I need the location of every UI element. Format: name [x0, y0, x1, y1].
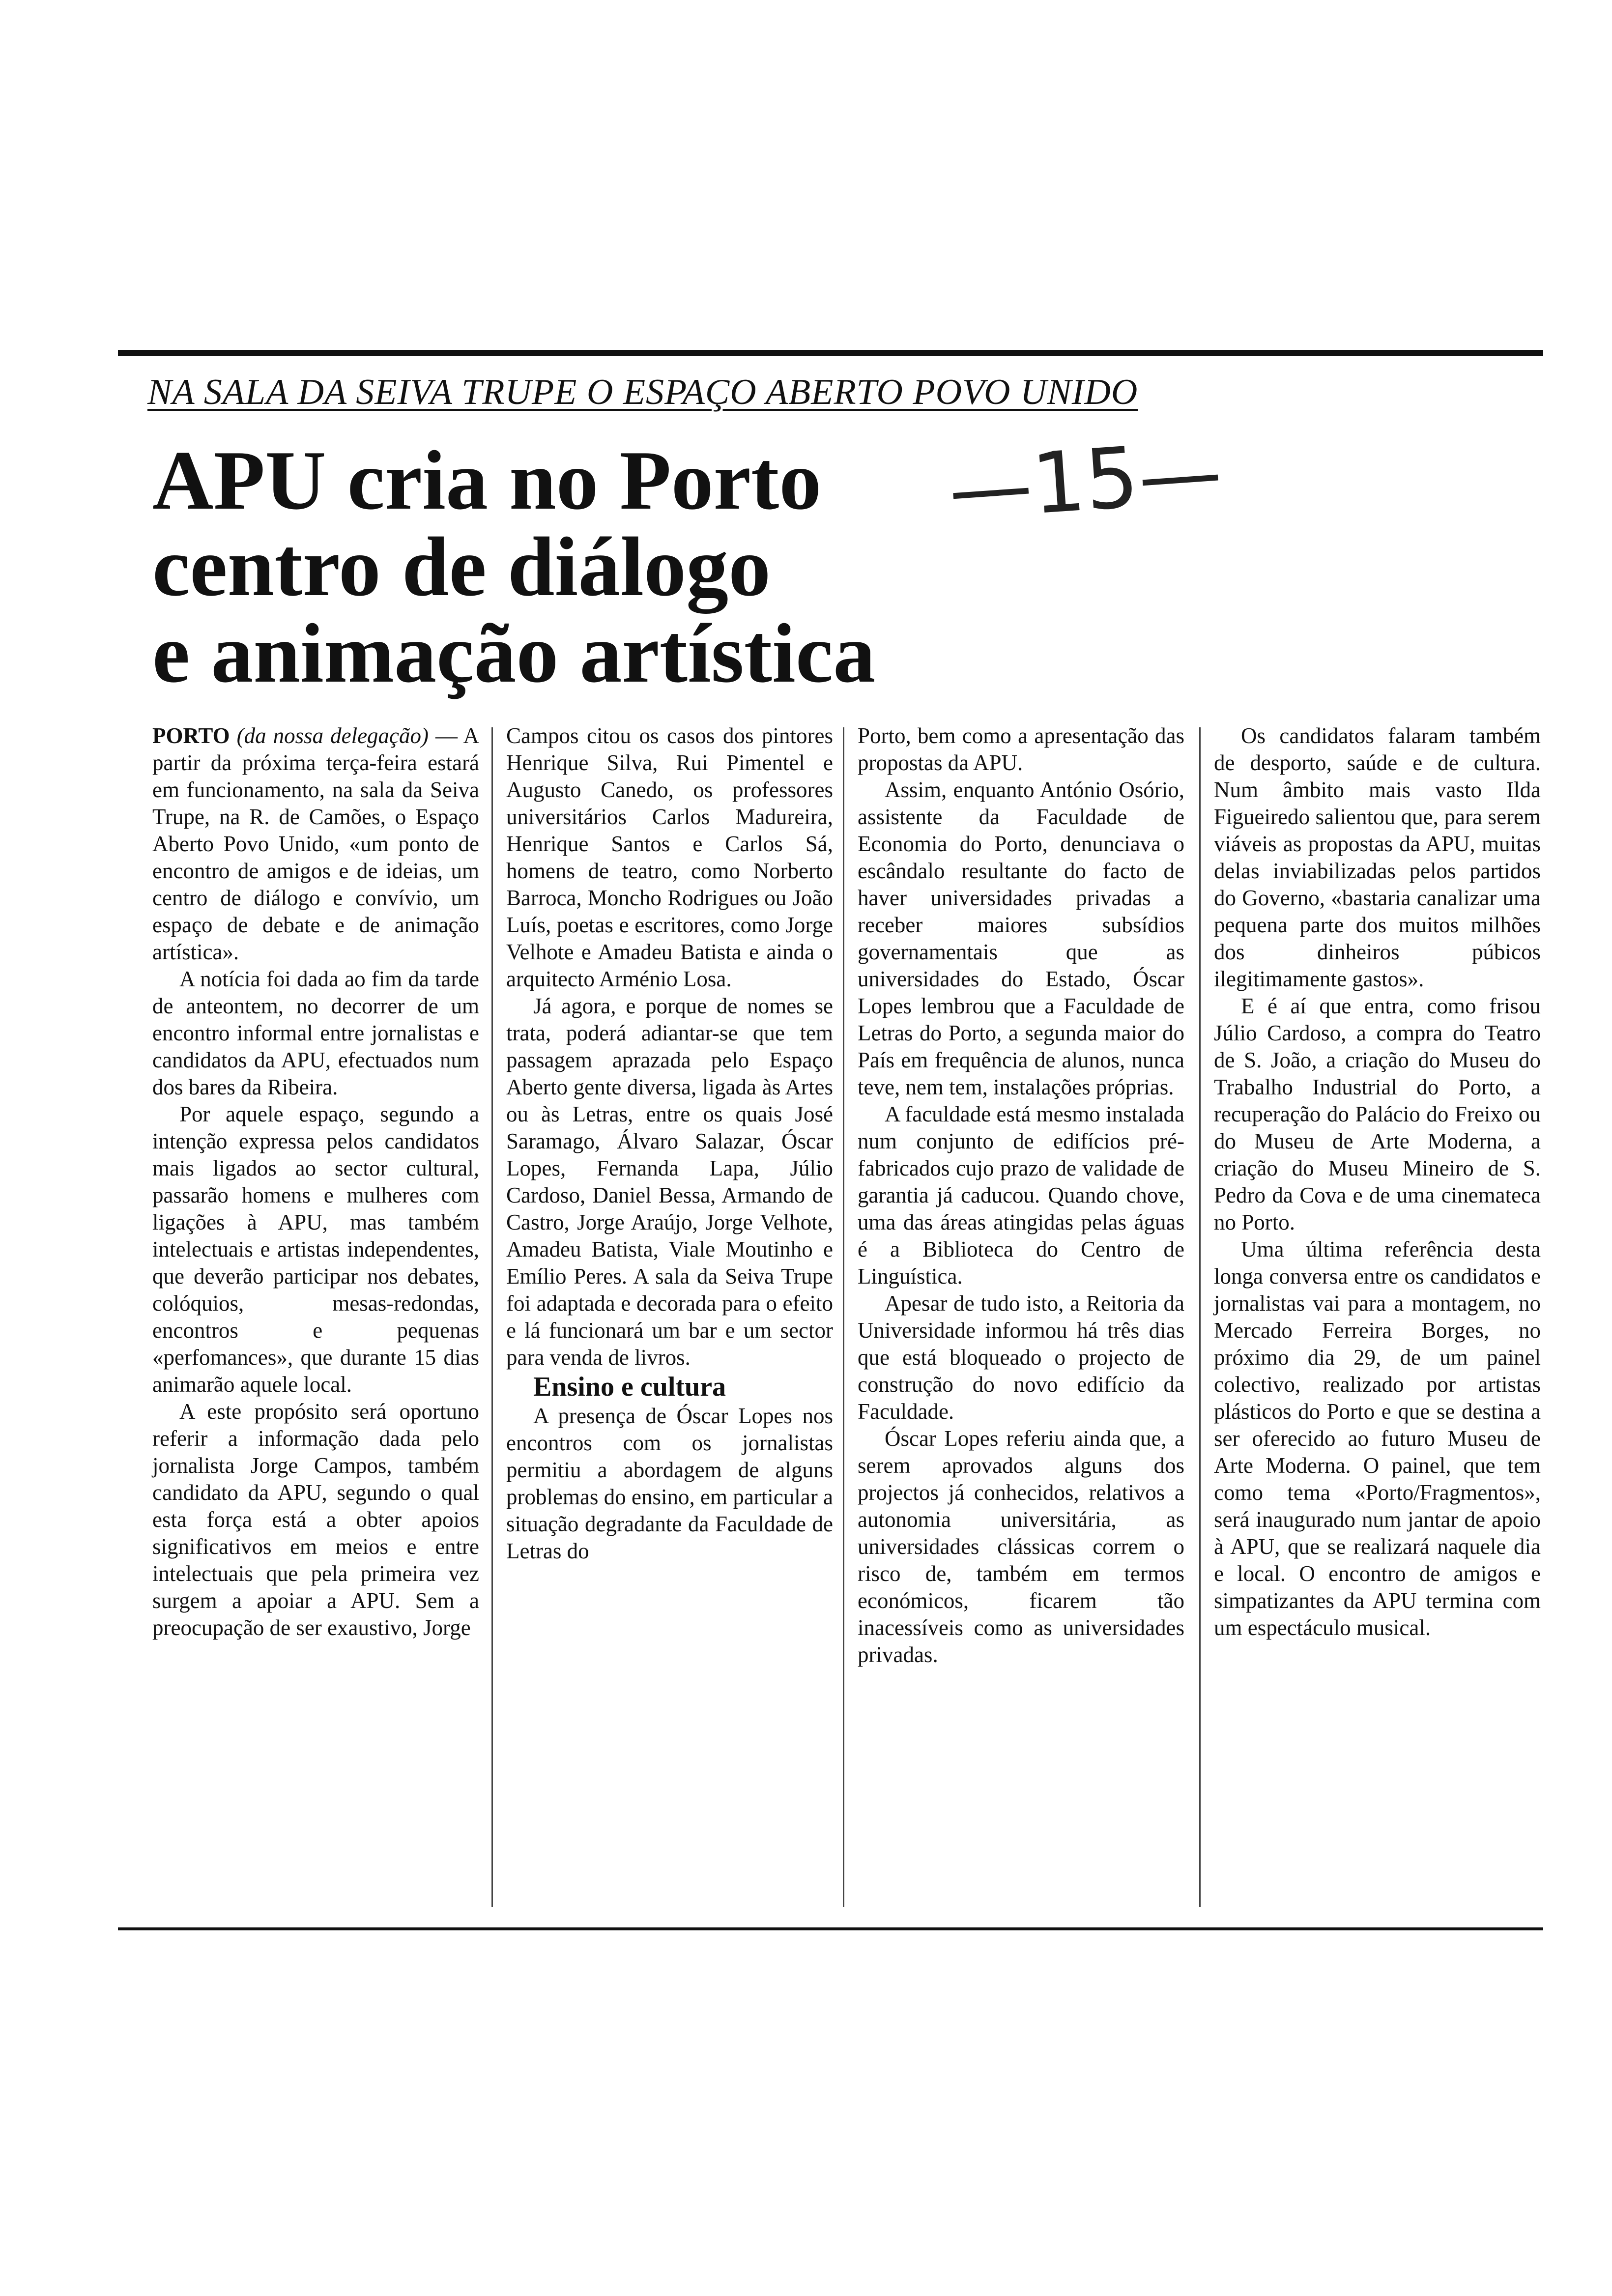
column-divider [1199, 727, 1201, 1907]
article-paragraph: Uma última referência desta longa conversa entre os candidatos e jornalistas vai para a montagem, no Mercado Ferreira Borges, no próximo dia 29, de um painel colectivo, realizado por artistas plásticos do Porto e que se destina a ser oferecido ao futuro Museu de Arte Moderna. O painel, que tem como tema «Porto/Fragmentos», será inaugurado num jantar de apoio à APU, que se realizará naquele dia e local. O encontro de amigos e simpatizantes da APU termina com um espectáculo musical. [1214, 1237, 1541, 1640]
top-rule [118, 350, 1543, 356]
dateline-source: (da nossa delegação) [236, 723, 429, 748]
article-paragraph: Já agora, e porque de nomes se trata, poderá adiantar-se que tem passagem aprazada pelo Espaço Aberto gente diversa, ligada às Artes ou às Letras, entre os quais José Saramago, Álvaro Salazar, Óscar Lopes, Fernanda Lapa, Júlio Cardoso, Daniel Bessa, Armando de Castro, Jorge Araújo, Jorge Velhote, Amadeu Batista, Viale Moutinho e Emílio Peres. A sala da Seiva Trupe foi adaptada e decorada para o efeito e lá funcionará um bar e um sector para venda de livros. [506, 994, 833, 1370]
article-paragraph: Óscar Lopes referiu ainda que, a serem aprovados alguns dos projectos já conhecidos, relativos a autonomia universitária, as universidades clássicas correm o risco de, também em termos económicos, ficarem tão inacessíveis como as universidades privadas. [858, 1426, 1184, 1667]
article-headline [152, 434, 1086, 700]
article-paragraph [152, 722, 479, 966]
article-paragraph: A notícia foi dada ao fim da tarde de anteontem, no decorrer de um encontro informal entre jornalistas e candidatos da APU, efectuados num dos bares da Ribeira. [152, 967, 479, 1099]
article-paragraph: Assim, enquanto António Osório, assistente da Faculdade de Economia do Porto, denunciava o escândalo resultante do facto de haver universidades privadas a receber maiores subsídios governamentais que as universidades do Estado, Óscar Lopes lembrou que a Faculdade de Letras do Porto, a segunda maior do País em frequência de alunos, nunca teve, nem tem, instalações próprias. [858, 777, 1184, 1099]
article-column-2 [506, 722, 833, 1565]
headline-line-3: e animação artística [152, 607, 876, 700]
handwritten-page-mark: —15— [945, 423, 1225, 540]
article-paragraph: Por aquele espaço, segundo a intenção expressa pelos candidatos mais ligados ao sector cultural, passarão homens e mulheres com ligações à APU, mas também intelectuais e artistas independentes, que deverão participar nos debates, colóquios, mesas-redondas, encontros e pequenas «perfomances», que durante 15 dias animarão aquele local. [152, 1102, 479, 1397]
article-column-3 [858, 722, 1184, 1668]
article-paragraph: A faculdade está mesmo instalada num conjunto de edifícios pré-fabricados cujo prazo de validade de garantia já caducou. Quando chove, uma das áreas atingidas pelas águas é a Biblioteca do Centro de Linguística. [858, 1102, 1184, 1289]
article-paragraph: Campos citou os casos dos pintores Henrique Silva, Rui Pimentel e Augusto Canedo, os professores universitários Carlos Madureira, Henrique Santos e Carlos Sá, homens de teatro, como Norberto Barroca, Moncho Rodrigues ou João Luís, poetas e escritores, como Jorge Velhote e Amadeu Batista e ainda o arquitecto Arménio Losa. [506, 723, 833, 991]
article-paragraph: Apesar de tudo isto, a Reitoria da Universidade informou há três dias que está bloqueado o projecto de construção do novo edifício da Faculdade. [858, 1291, 1184, 1424]
headline-line-1: APU cria no Porto [152, 434, 822, 527]
column-divider [491, 727, 493, 1907]
article-paragraph: A presença de Óscar Lopes nos encontros com os jornalistas permitiu a abordagem de alguns problemas do ensino, em particular a situação degradante da Faculdade de Letras do [506, 1404, 833, 1563]
article-subhead: Ensino e cultura [533, 1372, 726, 1402]
article-paragraph: A este propósito será oportuno referir a informação dada pelo jornalista Jorge Campos, também candidato da APU, segundo o qual esta força está a obter apoios significativos em meios e entre intelectuais que pela primeira vez surgem a apoiar a APU. Sem a preocupação de ser exaustivo, Jorge [152, 1399, 479, 1640]
bottom-rule [118, 1927, 1543, 1930]
article-paragraph: Os candidatos falaram também de desporto, saúde e de cultura. Num âmbito mais vasto Ilda Figueiredo salientou que, para serem viáveis as propostas da APU, muitas delas inviabilizadas pelos partidos do Governo, «bastaria canalizar uma pequena parte dos muitos milhões dos dinheiros púbicos ilegitimamente gastos». [1214, 723, 1541, 991]
column-divider [843, 727, 844, 1907]
article-paragraph: Porto, bem como a apresentação das propostas da APU. [858, 723, 1184, 775]
article-column-1 [152, 722, 479, 1641]
headline-line-2: centro de diálogo [152, 520, 771, 614]
article-column-4 [1214, 722, 1541, 1641]
paragraph-text: — A partir da próxima terça-feira estará em funcionamento, na sala da Seiva Trupe, na R. de Camões, o Espaço Aberto Povo Unido, «um ponto de encontro de amigos e de ideias, um centro de diálogo e convívio, um espaço de debate e de animação artística». [152, 723, 480, 964]
dateline-place: PORTO [152, 723, 230, 748]
article-kicker: NA SALA DA SEIVA TRUPE O ESPAÇO ABERTO POVO UNIDO [147, 372, 1138, 412]
article-paragraph: E é aí que entra, como frisou Júlio Cardoso, a compra do Teatro de S. João, a criação do Museu do Trabalho Industrial do Porto, a recuperação do Palácio do Freixo ou do Museu de Arte Moderna, a criação do Museu Mineiro de S. Pedro da Cova e de uma cinemateca no Porto. [1214, 994, 1541, 1234]
